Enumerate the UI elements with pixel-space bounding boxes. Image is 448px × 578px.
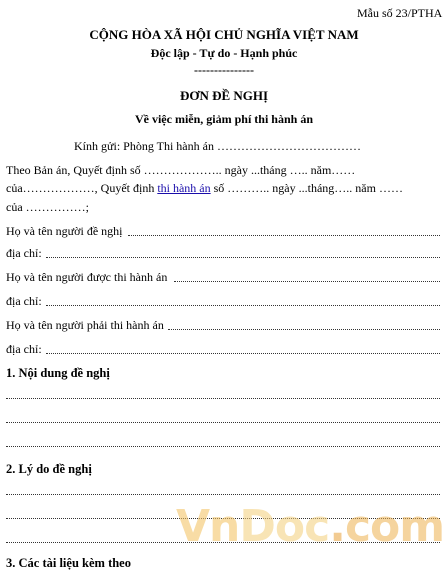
content-line-1[interactable] (6, 398, 440, 399)
nation-header: CỘNG HÒA XÃ HỘI CHỦ NGHĨA VIỆT NAM (89, 27, 359, 42)
reason-line-1[interactable] (6, 494, 440, 495)
judgment-line-2-suffix: số ……….. ngày ...tháng….. năm …… (210, 181, 403, 195)
obligor-address-field[interactable] (46, 353, 440, 354)
requester-address-label: địa chỉ: (6, 246, 42, 260)
judgment-line-2-prefix: của………………, Quyết định (6, 181, 158, 195)
judgment-line-2 (6, 181, 403, 196)
document-title: ĐƠN ĐỀ NGHỊ (179, 88, 269, 103)
section-attachments-heading: 3. Các tài liệu kèm theo (6, 556, 131, 570)
enforcement-link[interactable]: thi hành án (157, 181, 211, 195)
section-content-heading: 1. Nội dung đề nghị (6, 366, 110, 380)
content-line-2[interactable] (6, 422, 440, 423)
obligor-address-label: địa chỉ: (6, 342, 42, 356)
beneficiary-address-label: địa chỉ: (6, 294, 42, 308)
judgment-line-1: Theo Bản án, Quyết định số ……………….. ngày ...tháng ….. năm…… (6, 163, 356, 177)
motto: Độc lập - Tự do - Hạnh phúc (150, 46, 298, 60)
obligor-name-field[interactable] (168, 329, 440, 330)
requester-name-label: Họ và tên người đề nghị (6, 224, 123, 238)
form-code: Mẫu số 23/PTHA (357, 6, 443, 20)
judgment-line-3: của ……………; (6, 200, 89, 214)
obligor-name-label: Họ và tên người phải thi hành án (6, 318, 164, 332)
beneficiary-address-field[interactable] (46, 305, 440, 306)
section-reason-heading: 2. Lý do đề nghị (6, 462, 92, 476)
header-separator: --------------- (194, 63, 254, 77)
beneficiary-name-label: Họ và tên người được thi hành án (6, 270, 168, 284)
recipient-line: Kính gửi: Phòng Thi hành án ……………………………… (74, 139, 361, 153)
beneficiary-name-field[interactable] (174, 281, 440, 282)
content-line-3[interactable] (6, 446, 440, 447)
document-subtitle: Về việc miễn, giảm phí thi hành án (134, 112, 314, 126)
requester-name-field[interactable] (128, 235, 440, 236)
requester-address-field[interactable] (46, 257, 440, 258)
vndoc-watermark-logo: VnDoc.com (176, 501, 445, 552)
